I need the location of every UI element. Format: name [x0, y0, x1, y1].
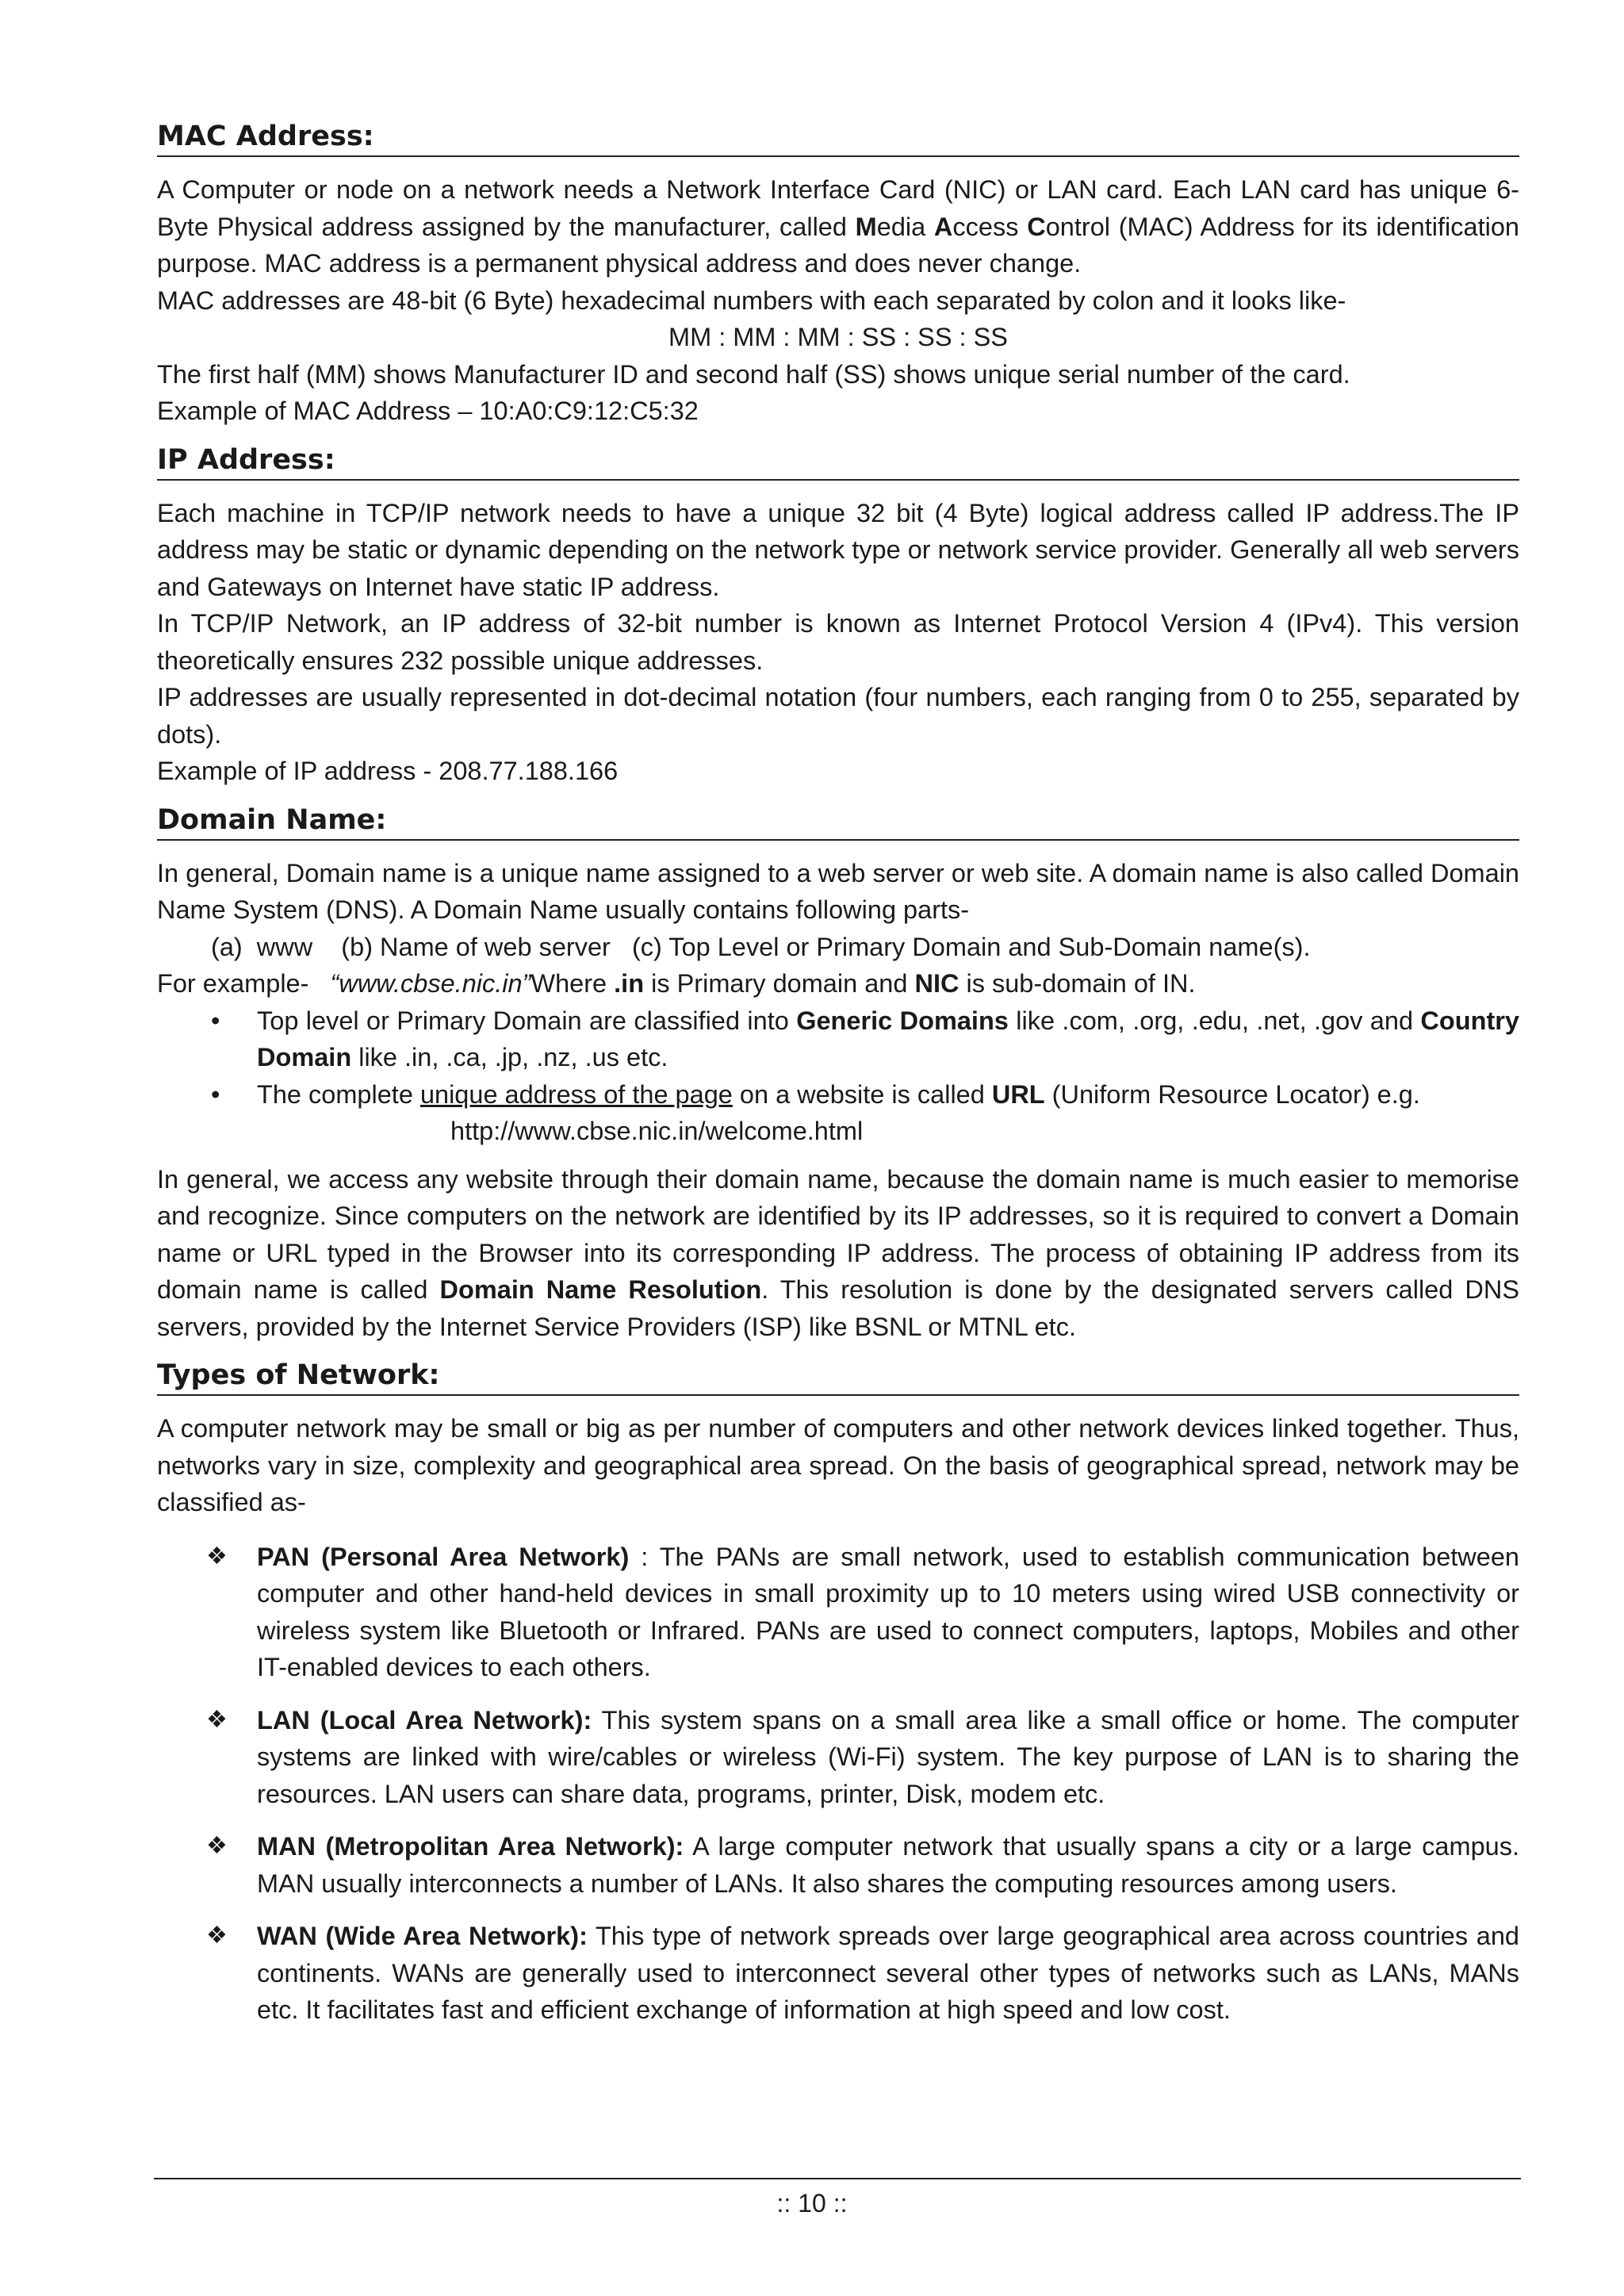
ip-address-section — [157, 443, 1519, 790]
bold-term: Generic Domains — [796, 1006, 1009, 1035]
diamond-bullet-icon: ❖ — [206, 1833, 228, 1859]
list-item-lan — [157, 1702, 1519, 1813]
spacer — [157, 1521, 1519, 1539]
footer-divider — [154, 2178, 1521, 2179]
mac-paragraph-1 — [157, 171, 1519, 282]
bold-letter: M — [855, 212, 877, 241]
ip-example: Example of IP address - 208.77.188.166 — [157, 757, 619, 785]
types-intro: A computer network may be small or big as per number of computers and other network devices linked together. Thus, networks vary in size, complexity and geographical area spread. On the basis of geographical spread, network may be classified as- — [157, 1414, 1519, 1516]
bold-term: NIC — [914, 969, 959, 998]
diamond-bullet-icon: ❖ — [206, 1922, 228, 1949]
bold-term: Domain Name Resolution — [439, 1275, 762, 1304]
text-run: For example- — [157, 969, 331, 998]
text-run: A Computer or node on a network needs a Network Interface Card (NIC) or LAN card. Each LAN card has unique 6-Byte Physical address assigned by the manufacturer, called — [157, 175, 1519, 241]
text-run: edia — [876, 212, 934, 241]
man-text: A large computer network that usually spans a city or a large campus. MAN usually interconnects a number of LANs. It also shares the computing resources among users. — [257, 1832, 1519, 1898]
domain-name-section — [157, 803, 1519, 1346]
bullet-icon: • — [211, 1006, 220, 1035]
document-page — [157, 119, 1519, 2045]
text-run: ccess — [952, 212, 1028, 241]
spacer — [157, 790, 1519, 803]
domain-bullet-list — [157, 1002, 1519, 1114]
man-title: MAN (Metropolitan Area Network): — [257, 1832, 684, 1861]
ip-address-heading: IP Address: — [157, 443, 1519, 481]
example-url: “www.cbse.nic.in” — [330, 969, 531, 998]
network-types-list — [157, 1539, 1519, 2029]
text-run: Where — [530, 969, 615, 998]
mac-address-heading: MAC Address: — [157, 119, 1519, 157]
mac-paragraph-2: MAC addresses are 48-bit (6 Byte) hexadecimal numbers with each separated by colon and it looks like- — [157, 286, 1346, 315]
spacer — [157, 1345, 1519, 1358]
text-run: is sub-domain of IN. — [959, 969, 1196, 998]
list-item — [157, 1076, 1519, 1114]
list-item — [157, 1002, 1519, 1076]
ip-paragraph-1: Each machine in TCP/IP network needs to have a unique 32 bit (4 Byte) logical address called IP address.The IP address may be static or dynamic depending on the network type or network service provider. Generally all web servers and Gateways on Internet have static IP address. — [157, 498, 1519, 601]
bold-letter: C — [1027, 212, 1046, 241]
ip-paragraph-3: IP addresses are usually represented in dot-decimal notation (four numbers, each ranging from 0 to 255, separated by dots). — [157, 683, 1519, 749]
wan-title: WAN (Wide Area Network): — [257, 1922, 588, 1950]
domain-paragraph-1: In general, Domain name is a unique name assigned to a web server or web site. A domain name is also called Domain Name System (DNS). A Domain Name usually contains following parts- — [157, 858, 1519, 924]
mac-address-section — [157, 119, 1519, 430]
diamond-bullet-icon: ❖ — [206, 1543, 228, 1570]
bold-term: URL — [991, 1079, 1045, 1109]
text-run: is Primary domain and — [644, 969, 915, 998]
wan-text: This type of network spreads over large geographical area across countries and continents. WANs are generally used to interconnect several other types of networks such as LANs, MANs etc. It facilitates fast and efficient exchange of information at high speed and low cost. — [257, 1922, 1519, 2024]
page-number: :: 10 :: — [776, 2189, 848, 2217]
pan-title: PAN (Personal Area Network) — [257, 1542, 630, 1571]
domain-example — [157, 965, 1519, 1002]
bold-letter: A — [933, 212, 953, 241]
spacer — [157, 1150, 1519, 1161]
domain-paragraph-2 — [157, 1161, 1519, 1346]
text-run: ontrol (MAC) Address for its identification purpose. MAC address is a permanent physical address and does never change. — [157, 212, 1519, 278]
text-run: Top level or Primary Domain are classified into — [257, 1006, 797, 1035]
mac-paragraph-3: The first half (MM) shows Manufacturer ID and second half (SS) shows unique serial number of the card. — [157, 359, 1350, 389]
text-run: In general, we access any website through their domain name, because the domain name is much easier to memorise and recognize. Since computers on the network are identified by its IP addresses, so it is required to convert a Domain name or URL typed in the Browser into its corresponding IP address. The process of obtaining IP address from its domain name is called — [157, 1164, 1519, 1304]
bold-term: Country Domain — [257, 1006, 1519, 1071]
ip-paragraph-2: In TCP/IP Network, an IP address of 32-bit number is known as Internet Protocol Version 4 (IPv4). This version theoretically ensures 232 possible unique addresses. — [157, 609, 1519, 675]
lan-text: This system spans on a small area like a small office or home. The computer systems are linked with wire/cables or wireless (Wi-Fi) system. The key purpose of LAN is to sharing the resources. LAN users can share data, programs, printer, Disk, modem etc. — [257, 1705, 1519, 1808]
domain-parts — [157, 929, 1519, 966]
underlined-text: unique address of the page — [419, 1079, 733, 1109]
list-item-man — [157, 1828, 1519, 1902]
mac-example: Example of MAC Address – 10:A0:C9:12:C5:32 — [157, 397, 699, 425]
domain-name-heading: Domain Name: — [157, 803, 1519, 841]
pan-text: : The PANs are small network, used to establish communication between computer and other hand-held devices in small proximity up to 10 meters using wired USB connectivity or wireless system like Bluetooth or Infrared. PANs are used to connect computers, laptops, Mobiles and other IT-enabled devices to each others. — [257, 1542, 1519, 1681]
diamond-bullet-icon: ❖ — [206, 1706, 228, 1733]
types-of-network-section — [157, 1358, 1519, 2029]
list-item-pan — [157, 1539, 1519, 1686]
url-example: http://www.cbse.nic.in/welcome.html — [450, 1117, 864, 1145]
text-run: (Uniform Resource Locator) e.g. — [1044, 1079, 1420, 1109]
list-item-wan — [157, 1918, 1519, 2029]
text-run: (a) www (b) Name of web server (c) Top Level or Primary Domain and Sub-Domain name(s). — [211, 932, 1311, 961]
lan-title: LAN (Local Area Network): — [257, 1705, 592, 1734]
mac-format: MM : MM : MM : SS : SS : SS — [668, 323, 1008, 351]
text-run: on a website is called — [732, 1079, 992, 1109]
text-run: The complete — [257, 1079, 420, 1109]
spacer — [157, 430, 1519, 443]
types-of-network-heading: Types of Network: — [157, 1358, 1519, 1396]
text-run: . This resolution is done by the designated servers called DNS servers, provided by the Internet Service Providers (ISP) like BSNL or MTNL etc. — [157, 1275, 1520, 1341]
text-run: like .com, .org, .edu, .net, .gov and — [1008, 1006, 1421, 1035]
bullet-icon: • — [211, 1079, 220, 1109]
text-run: like .in, .ca, .jp, .nz, .us etc. — [351, 1043, 668, 1071]
bold-term: .in — [614, 969, 645, 998]
